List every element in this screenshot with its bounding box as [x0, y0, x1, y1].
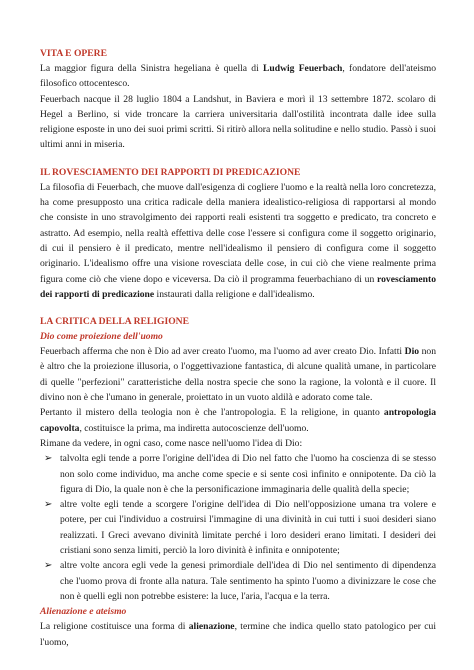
- arrow-bullet-icon: ➢: [44, 560, 53, 572]
- list-item-text: altre volte ancora egli vede la genesi primordiale dell'idea di Dio nel sentimento di dipendenza che l'uomo prova di fronte alla natura. Tale sentimento ha spinto l'uomo a divinizzare le cose che non è quelli egli non potrebbe esistere: la luce, l'aria, l'acqua e la terra.: [60, 560, 436, 602]
- paragraph-rovesciamento: [40, 180, 436, 302]
- text-run: La religione costituisce una forma di: [40, 621, 189, 633]
- paragraph-alienazione: [40, 619, 436, 650]
- text-run: , costituisce la prima, ma indiretta autocoscienze dell'uomo.: [79, 422, 309, 434]
- list-item: [40, 497, 436, 558]
- paragraph-antropologia: [40, 405, 436, 436]
- bold-term-dio: Dio: [404, 346, 420, 358]
- text-run: La filosofia di Feuerbach, che muove dall'esigenza di cogliere l'uomo e la realtà nella loro concretezza, ha come presupposto una critica radicale della maniera idealistico-religiosa di rapportarsi al mondo che consiste in uno stravolgimento dei rapporti reali esistenti tra soggetto e predicato, tra concreto e astratto. Ad esempio, nella realtà effettiva delle cose l'essere si configura come il soggetto originario, di cui il pensiero è il predicato, mentre nell'idealismo il pensiero di configura come il soggetto originario. L'idealismo offre una visione rovesciata delle cose, in cui ciò che viene realmente prima figura come ciò che viene dopo e viceversa. Da ciò il programma feuerbachiano di un: [40, 181, 436, 285]
- paragraph-biography: Feuerbach nacque il 28 luglio 1804 a Landshut, in Baviera e morì il 13 settembre 1872. scolaro di Hegel a Berlino, si vide troncare la carriera universitaria dall'ostilità incontrata dalle idee sulla religione esposte in uno dei suoi primi scritti. Si ritirò allora nella solitudine e nello studio. Passò i suoi ultimi anni in miseria.: [40, 93, 436, 151]
- arrow-bullet-icon: ➢: [44, 453, 53, 465]
- text-run: , termine che indica quello stato patologico per cui l'uomo,: [40, 621, 436, 648]
- subheading-alienazione-ateismo: Alienazione e ateismo: [40, 606, 127, 618]
- text-run: instaurati dalla religione e dall'idealismo.: [154, 288, 315, 300]
- list-item: [40, 558, 436, 604]
- document-body: [40, 46, 436, 650]
- list-item: [40, 451, 436, 497]
- text-run: Pertanto il mistero della teologia non è che l'antropologia. E la religione, in quanto: [40, 407, 384, 419]
- paragraph-feuerbach-intro: [40, 61, 436, 92]
- bold-term-alienazione: alienazione: [188, 621, 235, 633]
- section-heading-critica-religione: LA CRITICA DELLA RELIGIONE: [40, 316, 190, 328]
- subheading-dio-proiezione: Dio come proiezione dell'uomo: [40, 331, 163, 343]
- section-heading-vita-e-opere: VITA E OPERE: [40, 48, 107, 59]
- bold-term-rovesciamento: rovesciamento dei rapporti di predicazione: [40, 273, 436, 300]
- paragraph-origine-idea-dio: Rimane da vedere, in ogni caso, come nasce nell'uomo l'idea di Dio:: [40, 437, 303, 449]
- arrow-bullet-icon: ➢: [44, 499, 53, 511]
- bold-term-feuerbach: Ludwig Feuerbach: [263, 63, 343, 74]
- text-run: non è altro che la proiezione illusoria, o l'oggettivazione fantastica, di alcune qualità umane, in particolare di quelle "perfezioni" caratteristiche della nostra specie che sono la ragione, la volontà e il cuore. Il divino non è che l'umano in generale, proiettato in un vuoto aldilà e adorato come tale.: [40, 346, 437, 404]
- text-run: La maggior figura della Sinistra hegeliana è quella di: [40, 63, 263, 74]
- list-item-text: altre volte egli tende a scorgere l'origine dell'idea di Dio nell'opposizione umana tra volere e potere, per cui l'individuo a costruirsi l'immagine di una divinità in cui tutti i suoi desideri siano realizzati. I Greci avevano divinità limitate perché i loro desideri erano limitati. I desideri dei cristiani sono senza limiti, perciò la loro divinità è infinita e onnipotente;: [60, 499, 436, 557]
- bold-term-antropologia-capovolta: antropologia capovolta: [40, 407, 436, 434]
- list-item-text: talvolta egli tende a porre l'origine dell'idea di Dio nel fatto che l'uomo ha coscienza di se stesso non solo come individuo, ma anche come specie e si sente così infinito e onnipotente. Da ciò la figura di Dio, la quale non è che la personificazione immaginaria delle qualità della specie;: [60, 453, 436, 495]
- section-heading-rovesciamento: IL ROVESCIAMENTO DEI RAPPORTI DI PREDICAZIONE: [40, 166, 301, 178]
- text-run: Feuerbach afferma che non è Dio ad aver creato l'uomo, ma l'uomo ad aver creato Dio. Infatti: [40, 346, 405, 358]
- origin-list: [40, 451, 436, 604]
- text-run: , fondatore dell'ateismo filosofico ottocentesco.: [40, 63, 436, 90]
- paragraph-dio-proiezione: [40, 344, 436, 405]
